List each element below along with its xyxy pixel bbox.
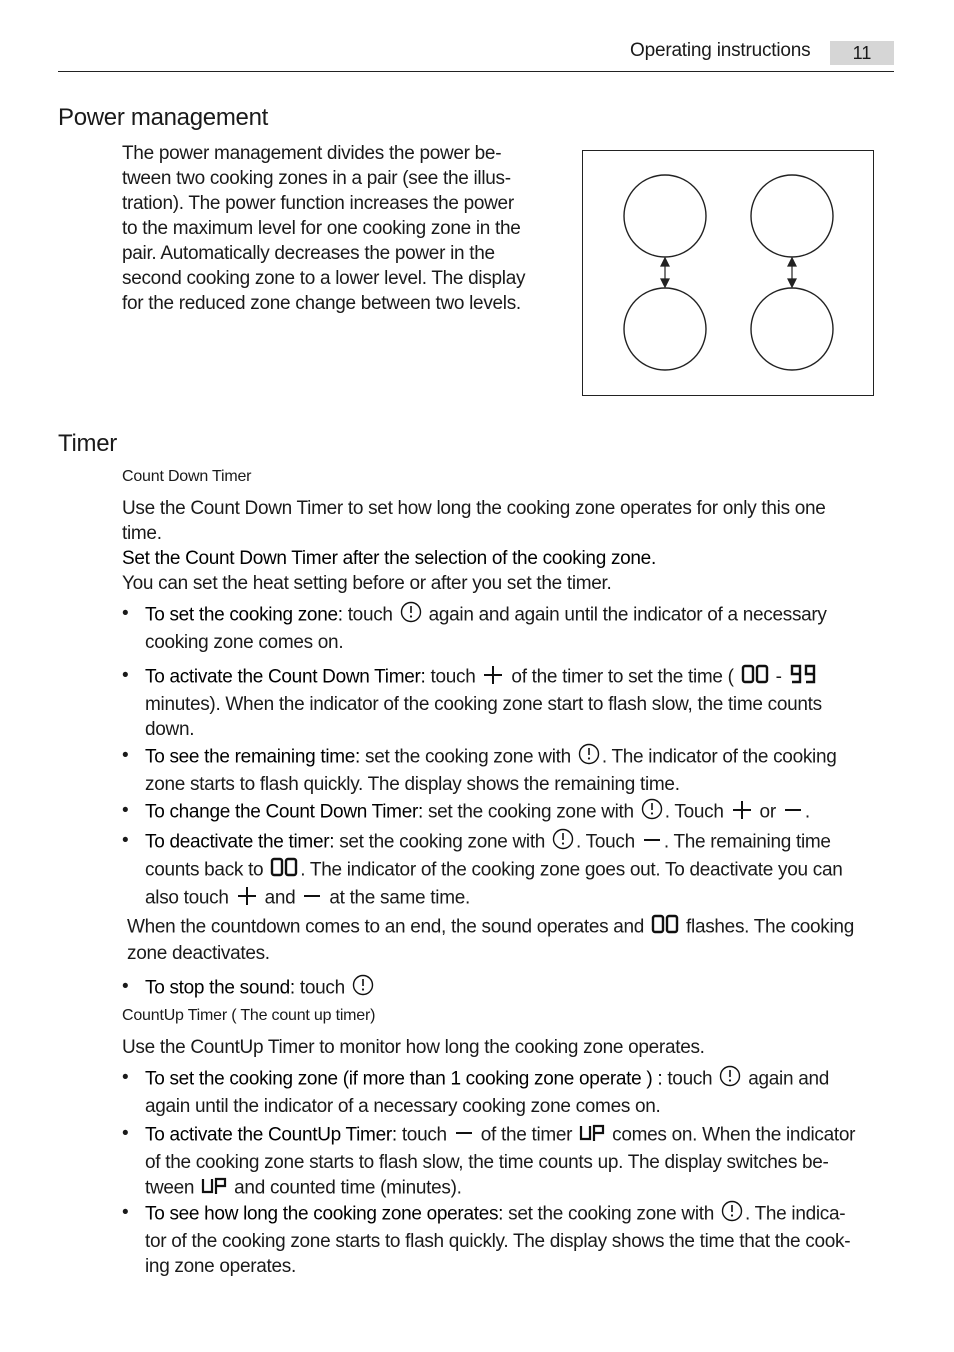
item-text: touch	[425, 666, 481, 688]
header-rule	[58, 71, 894, 72]
timer-clock-icon	[352, 974, 374, 1003]
item-text: When the countdown comes to an end, the sound operates and	[127, 916, 650, 938]
item-text: . The indicator of the cooking zone goes out. To deactivate you can	[300, 859, 843, 881]
power-line: to the maximum level for one cooking zone in the	[122, 218, 521, 239]
item-text: cooking zone comes on.	[145, 632, 344, 653]
power-line: second cooking zone to a lower level. The display	[122, 268, 526, 289]
countdown-end-note	[127, 914, 907, 966]
item-text: touch	[396, 1124, 452, 1146]
count-up-intro: Use the CountUp Timer to monitor how long the cooking zone operates.	[122, 1037, 705, 1058]
bullet-dot: •	[122, 1067, 129, 1088]
item-text: of the timer	[475, 1124, 578, 1146]
item-label: To see the remaining time:	[145, 746, 361, 768]
page-number: 11	[830, 41, 894, 65]
item-text: counts back to	[145, 859, 269, 881]
zone-circle-rear-left	[624, 288, 706, 370]
item-text: again and again until the indicator of a necessary	[423, 604, 827, 626]
item-text: again until the indicator of a necessary cooking zone comes on.	[145, 1096, 661, 1117]
item-text: . The indica-	[744, 1203, 846, 1225]
bullet-dot: •	[122, 745, 129, 766]
intro-line: You can set the heat setting before or after you set the timer.	[122, 573, 612, 594]
bullet-dot: •	[122, 800, 129, 821]
double-arrow-icon	[788, 258, 796, 287]
minus-icon	[454, 1121, 474, 1150]
item-text: set the cooking zone with	[334, 831, 551, 853]
power-line: The power management divides the power be-	[122, 143, 502, 164]
item-text: touch	[342, 604, 398, 626]
bullet-dot: •	[122, 603, 129, 624]
timer-clock-icon	[721, 1200, 743, 1229]
display-up-icon	[201, 1175, 227, 1202]
item-label: To change the Count Down Timer:	[145, 801, 423, 823]
item-text: tor of the cooking zone starts to flash quickly. The display shows the time that the cook-	[145, 1231, 851, 1252]
display-99-icon	[789, 664, 817, 691]
power-line: pair. Automatically decreases the power in the	[122, 243, 495, 264]
item-text: or	[754, 801, 781, 823]
item-text: down.	[145, 719, 195, 740]
timer-clock-icon	[719, 1065, 741, 1094]
item-text: . The indicator of the cooking	[601, 746, 837, 768]
item-text: .	[804, 801, 810, 823]
item-text: flashes. The cooking	[681, 916, 854, 938]
cooking-zones-illustration	[582, 150, 874, 396]
timer-heading: Timer	[58, 430, 117, 457]
item-label: To see how long the cooking zone operates:	[145, 1203, 504, 1225]
item-text: again and	[743, 1068, 830, 1090]
item-text: ing zone operates.	[145, 1256, 296, 1277]
item-label: To deactivate the timer:	[145, 831, 335, 853]
item-text: zone starts to flash quickly. The display shows the remaining time.	[145, 774, 680, 795]
item-text: and	[259, 887, 301, 909]
item-text: at the same time.	[324, 887, 470, 909]
zone-circle-front-right	[751, 175, 833, 257]
item-text: zone deactivates.	[127, 943, 270, 964]
item-text: set the cooking zone with	[360, 746, 576, 768]
timer-clock-icon	[578, 743, 600, 772]
item-label: To activate the Count Down Timer:	[145, 666, 426, 688]
item-label: To set the cooking zone:	[145, 604, 343, 626]
bullet-dot: •	[122, 830, 129, 851]
cooking-zones-svg	[583, 151, 873, 395]
item-label: To activate the CountUp Timer:	[145, 1124, 397, 1146]
intro-line: time.	[122, 523, 162, 544]
zone-circle-front-left	[624, 175, 706, 257]
power-management-heading: Power management	[58, 104, 268, 131]
intro-line: Use the Count Down Timer to set how long the cooking zone operates for only this one	[122, 498, 826, 519]
power-line: tration). The power function increases the power	[122, 193, 514, 214]
power-line: for the reduced zone change between two levels.	[122, 293, 521, 314]
item-text: of the cooking zone starts to flash slow, the time counts up. The display switches be-	[145, 1152, 829, 1173]
item-text: and counted time (minutes).	[229, 1177, 462, 1199]
plus-icon	[236, 884, 258, 913]
timer-clock-icon	[641, 798, 663, 827]
double-arrow-icon	[661, 258, 669, 287]
running-header-title: Operating instructions	[630, 40, 811, 61]
power-management-text	[122, 141, 562, 316]
count-down-intro	[122, 496, 902, 596]
timer-clock-icon	[552, 828, 574, 857]
bullet-dot: •	[122, 976, 129, 997]
minus-icon	[302, 884, 322, 913]
intro-emphasis-line: Set the Count Down Timer after the selection of the cooking zone.	[122, 548, 656, 569]
item-text: minutes). When the indicator of the cooking zone start to flash slow, the time counts	[145, 694, 822, 715]
timer-clock-icon	[400, 601, 422, 630]
minus-icon	[642, 828, 662, 857]
item-label: To set the cooking zone (if more than 1 cooking zone operate ) :	[145, 1068, 663, 1090]
display-up-icon	[579, 1122, 605, 1149]
item-text: . Touch	[576, 831, 640, 853]
item-text: touch	[662, 1068, 718, 1090]
count-up-subheading: CountUp Timer ( The count up timer)	[122, 1007, 376, 1024]
display-00-icon	[270, 857, 298, 884]
power-line: tween two cooking zones in a pair (see the illus-	[122, 168, 511, 189]
bullet-dot: •	[122, 665, 129, 686]
minus-icon	[783, 798, 803, 827]
bullet-dot: •	[122, 1123, 129, 1144]
item-text: . The remaining time	[663, 831, 831, 853]
item-text: comes on. When the indicator	[607, 1124, 856, 1146]
item-text: touch	[294, 977, 350, 999]
item-text: set the cooking zone with	[503, 1203, 719, 1225]
item-text: set the cooking zone with	[422, 801, 639, 823]
item-text: tween	[145, 1177, 200, 1199]
item-text: of the timer to set the time (	[506, 666, 739, 688]
plus-icon	[482, 663, 504, 692]
bullet-dot: •	[122, 1202, 129, 1223]
item-text: . Touch	[664, 801, 729, 823]
display-00-icon	[651, 914, 679, 941]
item-text: -	[770, 666, 787, 688]
count-down-subheading: Count Down Timer	[122, 468, 252, 485]
item-text: also touch	[145, 887, 234, 909]
plus-icon	[731, 798, 753, 827]
zone-circle-rear-right	[751, 288, 833, 370]
item-label: To stop the sound:	[145, 977, 295, 999]
display-00-icon	[741, 664, 769, 691]
